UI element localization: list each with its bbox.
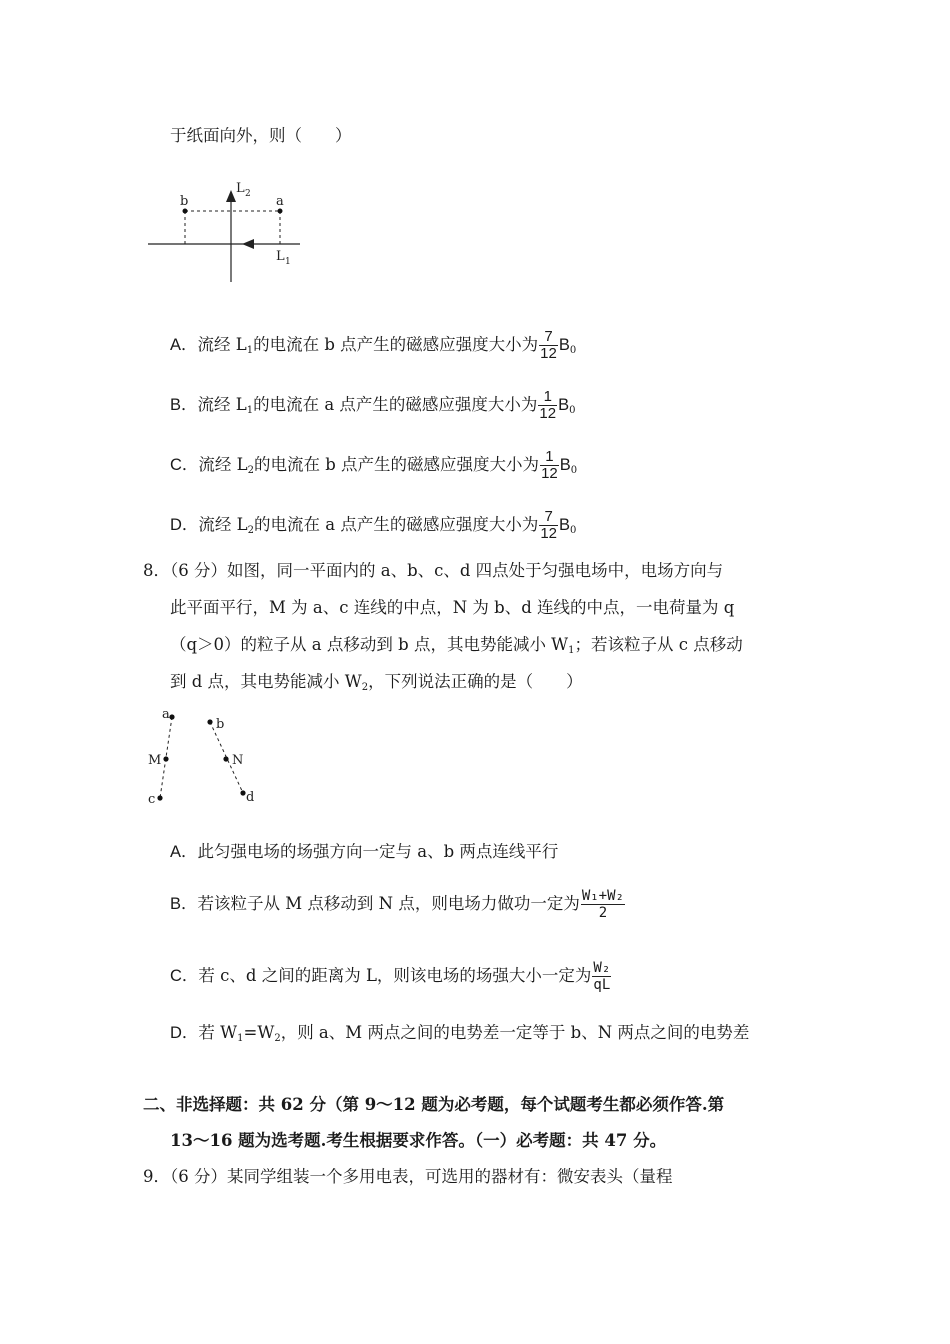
q8-option-d: D．若 $W_1=W_2$，则 a、M 两点之间的电势差一定等于 b、N 两点之间的电势差 <box>170 1023 750 1044</box>
L2-arrow-icon <box>226 190 236 202</box>
q8-line-3: （q＞0）的粒子从 a 点移动到 b 点，其电势能减小 $W_1$；若该粒子从 c 点移动 <box>170 635 743 656</box>
point-N <box>223 756 228 761</box>
q8-line-4: 到 d 点，其电势能减小 $W_2$，下列说法正确的是（ ） <box>170 672 583 693</box>
section-2-heading-line-1: 二、非选择题：共 62 分（第 9～12 题为必考题，每个试题考生都必须作答.第 <box>143 1095 725 1114</box>
label-a: a <box>276 194 284 209</box>
point-a <box>278 209 283 214</box>
svg-text:2: 2 <box>245 189 251 199</box>
label-c: c <box>148 792 156 807</box>
point-M <box>163 756 168 761</box>
point-d <box>240 790 245 795</box>
point-b <box>207 719 212 724</box>
q8-figure <box>140 702 270 812</box>
L1-arrow-icon <box>242 239 254 249</box>
point-b <box>183 209 188 214</box>
label-N: N <box>232 753 244 768</box>
q8-line-1: 8．（6 分）如图，同一平面内的 a、b、c、d 四点处于匀强电场中，电场方向与 <box>143 561 724 580</box>
label-b: b <box>180 194 189 209</box>
q8-option-c: C．若 c、d 之间的距离为 L，则该电场的场强大小一定为 $\frac{\text{W₂}}{qL}$ <box>170 960 611 993</box>
q9-line-1: 9．（6 分）某同学组装一个多用电表，可选用的器材有：微安表头（量程 <box>143 1167 673 1186</box>
label-b: b <box>216 717 225 732</box>
label-M: M <box>148 753 162 768</box>
q8-option-b: B．若该粒子从 M 点移动到 N 点，则电场力做功一定为 $\frac{\text{W₁+W₂}}{2}$ <box>170 888 624 921</box>
q7-stem-end: 于纸面向外，则（ ） <box>170 126 352 145</box>
q7-option-b: B．流经 $L_1$的电流在 a 点产生的磁感应强度大小为 $\frac{1}{12}$ $B_0$ <box>170 388 576 422</box>
label-a: a <box>162 707 170 722</box>
q7-figure <box>140 160 310 290</box>
label-d: d <box>246 790 255 805</box>
q7-option-c: C．流经 $L_2$的电流在 b 点产生的磁感应强度大小为 $\frac{1}{12}$ $B_0$ <box>170 448 578 482</box>
q7-option-d: D．流经 $L_2$的电流在 a 点产生的磁感应强度大小为 $\frac{7}{12}$ $B_0$ <box>170 508 577 542</box>
point-c <box>157 795 162 800</box>
label-L2: L <box>236 181 245 196</box>
label-L1: L <box>276 249 285 264</box>
q8-line-2: 此平面平行，M 为 a、c 连线的中点，N 为 b、d 连线的中点，一电荷量为 q <box>170 598 735 617</box>
q7-option-a: A．流经 $L_1$的电流在 b 点产生的磁感应强度大小为 $\frac{7}{12}$ $B_0$ <box>170 328 577 362</box>
point-a <box>169 714 174 719</box>
svg-text:1: 1 <box>285 257 291 267</box>
section-2-heading-line-2: 13～16 题为选考题.考生根据要求作答。（一）必考题：共 47 分。 <box>170 1131 667 1150</box>
q8-option-a: A．此匀强电场的场强方向一定与 a、b 两点连线平行 <box>170 842 559 861</box>
